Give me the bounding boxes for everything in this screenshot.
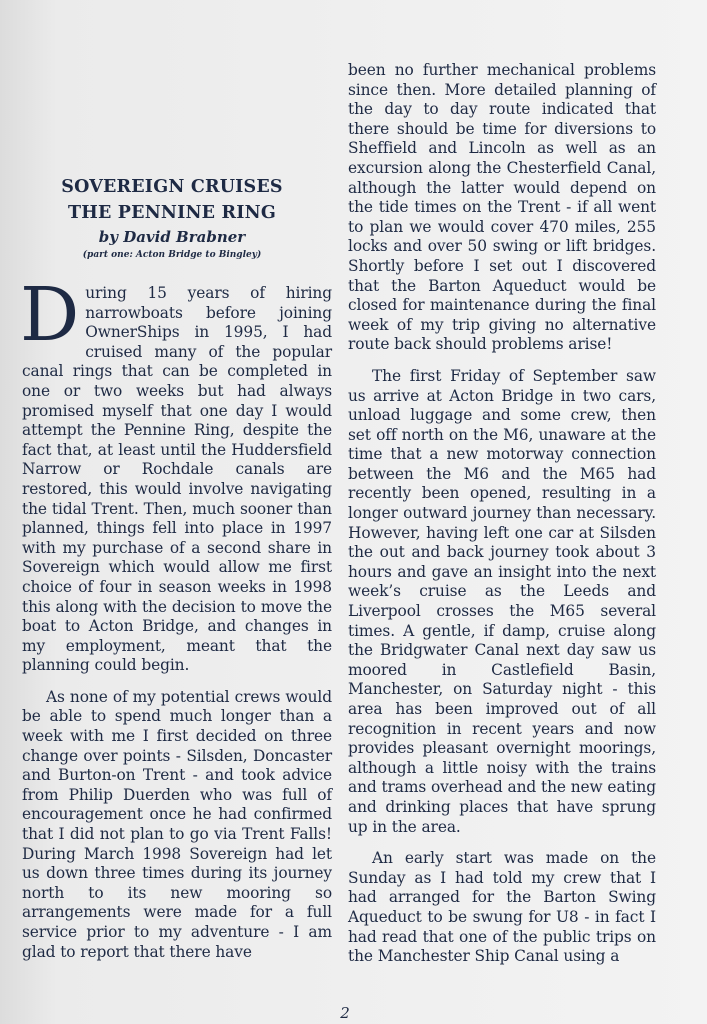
- paragraph: [20, 272, 332, 676]
- paragraph-text: uring 15 years of hiring narrowboats before joining OwnerShips in 1995, I had cruised many of the popular canal rings that can be completed in one or two weeks but had always promised myself that one day I would attempt the Pennine Ring, despite the fact that, at least until the Huddersfield Narrow or Rochdale canals are restored, this would involve navigating the tidal Trent. Then, much sooner than planned, things fell into place in 1997 with my purchase of a second share in Sovereign which would allow me first choice of four in season weeks in 1998 this along with the decision to move the boat to Acton Bridge, and changes in my employment, meant that the planning could begin.: [22, 284, 332, 675]
- right-column: [348, 61, 656, 967]
- paragraph: An early start was made on the Sunday as I had told my crew that I had arranged for the Barton Swing Aqueduct to be swung for U8 - in fact I had read that one of the public trips on the Manchester Ship Canal using a: [348, 849, 656, 966]
- article-title-line-1: SOVEREIGN CRUISES: [61, 177, 283, 197]
- article-subtitle: (part one: Acton Bridge to Bingley): [82, 250, 262, 260]
- article-heading: [22, 174, 322, 262]
- paragraph: The first Friday of September saw us arrive at Acton Bridge in two cars, unload luggage and some crew, then set off north on the M6, unaware at the time that a new motorway connection between the M6 and the M65 had recently been opened, resulting in a longer outward journey than necessary. However, having left one car at Silsden the out and back journey took about 3 hours and gave an insight into the next week’s cruise as the Leeds and Liverpool crosses the M65 several times. A gentle, if damp, cruise along the Bridgwater Canal next day saw us moored in Castlefield Basin, Manchester, on Saturday night - this area has been improved out of all recognition in recent years and now provides pleasant overnight moorings, although a little noisy with the trains and trams overhead and the new eating and drinking places that have sprung up in the area.: [348, 366, 656, 836]
- paragraph: As none of my potential crews would be able to spend much longer than a week with me I first decided on three change over points - Silsden, Doncaster and Burton-on Trent - and took advice from Philip Duerden who was full of encouragement once he had confirmed that I did not plan to go via Trent Falls! During March 1998 Sovereign had let us down three times during its journey north to its new mooring so arrangements were made for a full service prior to my adventure - I am glad to report that there have: [22, 687, 332, 961]
- article-byline: by David Brabner: [98, 228, 246, 246]
- paragraph: been no further mechanical problems since then. More detailed planning of the day to day route indicated that there should be time for diversions to Sheffield and Lincoln as well as an excursion along the Chesterfield Canal, although the latter would depend on the tide times on the Trent - if all went to plan we would cover 470 miles, 255 locks and over 50 swing or lift bridges. Shortly before I set out I discovered that the Barton Aqueduct would be closed for maintenance during the final week of my trip giving no alternative route back should problems arise!: [348, 61, 656, 354]
- page-number: 2: [340, 1004, 350, 1022]
- left-column: [20, 272, 332, 962]
- article-title-line-2: THE PENNINE RING: [68, 203, 276, 223]
- drop-cap: D: [20, 272, 80, 358]
